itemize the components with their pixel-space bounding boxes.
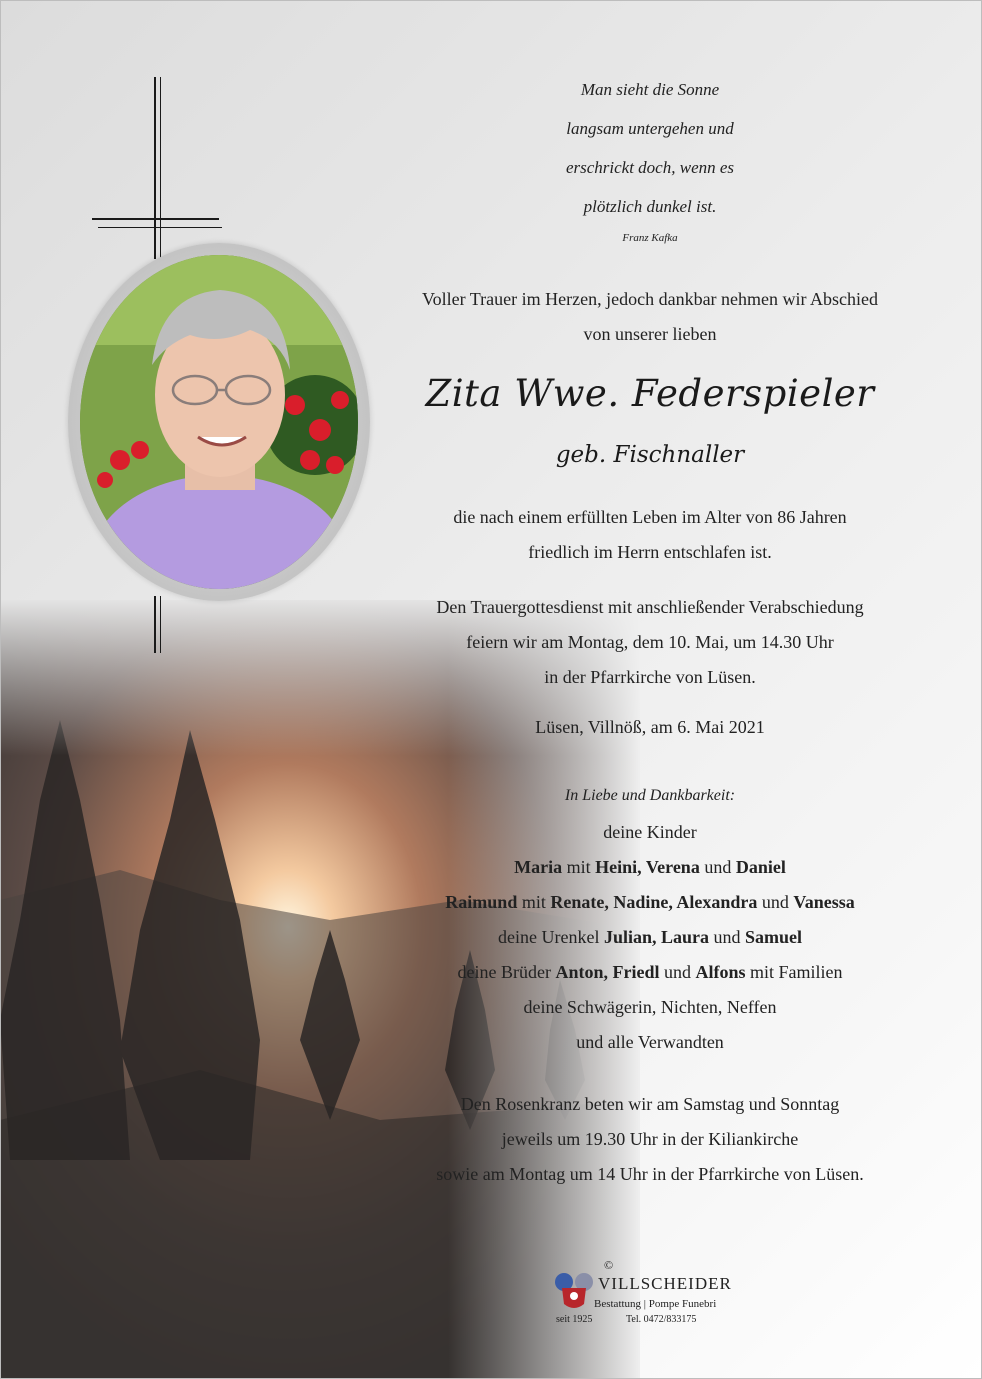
mourners-row-4: deine Brüder Anton, Friedl und Alfons mit Familien bbox=[457, 962, 843, 982]
rosary-line: jeweils um 19.30 Uhr in der Kiliankirche bbox=[501, 1129, 799, 1149]
phone-number: Tel. 0472/833175 bbox=[626, 1314, 697, 1325]
service-text bbox=[380, 590, 920, 695]
life-text bbox=[380, 500, 920, 570]
life-line: friedlich im Herrn entschlafen ist. bbox=[528, 542, 772, 562]
quote-line: langsam untergehen und bbox=[566, 119, 734, 138]
cross-foot-line-thin bbox=[160, 596, 161, 653]
mourners-row-6: und alle Verwandten bbox=[576, 1032, 724, 1052]
brand-subtitle: Bestattung | Pompe Funebri bbox=[594, 1298, 717, 1310]
mourners-row-2: Raimund mit Renate, Nadine, Alexandra und Vanessa bbox=[445, 892, 855, 912]
service-line: feiern wir am Montag, dem 10. Mai, um 14.30 Uhr bbox=[466, 632, 834, 652]
quote-author: Franz Kafka bbox=[622, 232, 678, 244]
quote-line: plötzlich dunkel ist. bbox=[583, 197, 717, 216]
quote-line: erschrickt doch, wenn es bbox=[565, 158, 735, 177]
cross-horizontal-line-thin bbox=[98, 227, 222, 228]
children-label: deine Kinder bbox=[603, 822, 697, 842]
crest-icon bbox=[554, 1270, 594, 1314]
quote-line: Man sieht die Sonne bbox=[580, 80, 720, 99]
rosary-line: Den Rosenkranz beten wir am Samstag und Sonntag bbox=[460, 1094, 840, 1114]
mourners-list bbox=[380, 815, 920, 1060]
copyright-mark: © bbox=[604, 1258, 614, 1272]
since-year: seit 1925 bbox=[556, 1314, 593, 1325]
service-line: Den Trauergottesdienst mit anschließender Verabschiedung bbox=[436, 597, 864, 617]
cross-horizontal-line bbox=[92, 218, 219, 220]
rosary-text bbox=[380, 1087, 920, 1192]
mourners-heading: In Liebe und Dankbarkeit: bbox=[564, 787, 736, 804]
mourners-row-1: Maria mit Heini, Verena und Daniel bbox=[514, 857, 786, 877]
funeral-home-logo bbox=[552, 1258, 752, 1332]
birth-name: geb. Fischnaller bbox=[555, 442, 745, 468]
place-date: Lüsen, Villnöß, am 6. Mai 2021 bbox=[535, 717, 765, 737]
cross-vertical-line bbox=[154, 77, 156, 259]
cross-foot-line bbox=[154, 596, 156, 653]
quote-block bbox=[440, 70, 860, 226]
intro-line: Voller Trauer im Herzen, jedoch dankbar nehmen wir Abschied bbox=[421, 289, 879, 309]
mourners-row-3: deine Urenkel Julian, Laura und Samuel bbox=[498, 927, 802, 947]
portrait-photo bbox=[80, 255, 358, 589]
service-line: in der Pfarrkirche von Lüsen. bbox=[544, 667, 756, 687]
intro-text bbox=[380, 282, 920, 352]
rosary-line: sowie am Montag um 14 Uhr in der Pfarrkirche von Lüsen. bbox=[436, 1164, 864, 1184]
cross-vertical-line-thin bbox=[160, 77, 161, 259]
life-line: die nach einem erfüllten Leben im Alter von 86 Jahren bbox=[453, 507, 847, 527]
brand-name: VILLSCHEIDER bbox=[598, 1274, 732, 1293]
deceased-name: Zita Wwe. Federspieler bbox=[425, 372, 875, 415]
mourners-row-5: deine Schwägerin, Nichten, Neffen bbox=[523, 997, 777, 1017]
intro-line: von unserer lieben bbox=[583, 324, 717, 344]
